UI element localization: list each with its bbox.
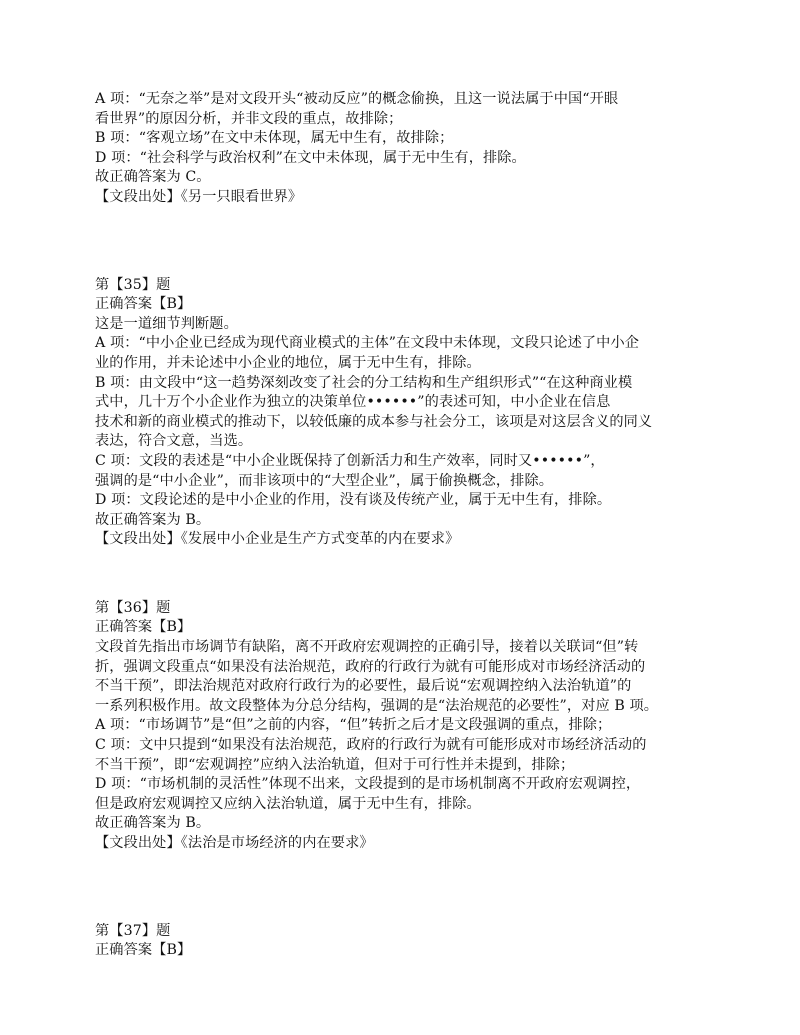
text-line: 一系列积极作用。故文段整体为分总分结构，强调的是“法治规范的必要性”，对应 B 项。 xyxy=(95,697,659,714)
correct-answer: 正确答案【B】 xyxy=(95,619,192,636)
text-line: 式中，几十万个小企业作为独立的决策单位••••••”的表述可知，中小企业在信息 xyxy=(95,394,611,411)
text-line: A 项：“无奈之举”是对文段开头“被动反应”的概念偷换，且这一说法属于中国“开眼 xyxy=(95,91,619,107)
question-title: 第【37】题 xyxy=(95,922,171,939)
text-line: D 项：“市场机制的灵活性”体现不出来，文段提到的是市场机制离不开政府宏观调控， xyxy=(95,776,641,793)
text-line: A 项：“中小企业已经成为现代商业模式的主体”在文段中未体现，文段只论述了中小企 xyxy=(95,335,640,352)
text-line: 文段首先指出市场调节有缺陷，离不开政府宏观调控的正确引导，接着以关联词“但”转 xyxy=(95,639,639,656)
question-title: 第【36】题 xyxy=(95,599,171,616)
answer-conclusion: 故正确答案为 C。 xyxy=(95,169,211,186)
question-36-section xyxy=(95,599,735,854)
question-35-section xyxy=(95,276,735,550)
spacer xyxy=(95,208,735,276)
text-line: B 项：由文段中“这一趋势深刻改变了社会的分工结构和生产组织形式”“在这种商业模 xyxy=(95,374,633,391)
question-37-section xyxy=(95,922,735,961)
correct-answer: 正确答案【B】 xyxy=(95,296,192,313)
correct-answer: 正确答案【B】 xyxy=(95,942,192,959)
text-line: A 项：“市场调节”是“但”之前的内容，“但”转折之后才是文段强调的重点，排除； xyxy=(95,717,612,734)
text-line: B 项：“客观立场”在文中未体现，属无中生有，故排除； xyxy=(95,130,454,147)
text-line: D 项：文段论述的是中小企业的作用，没有谈及传统产业，属于无中生有，排除。 xyxy=(95,492,612,509)
text-line: 看世界”的原因分析，并非文段的重点，故排除； xyxy=(95,110,403,127)
document-page xyxy=(95,90,735,961)
source-citation: 【文段出处】《另一只眼看世界》 xyxy=(95,188,303,205)
text-line: 折，强调文段重点“如果没有法治规范，政府的行政行为就有可能形成对市场经济活动的 xyxy=(95,658,646,675)
question-title: 第【35】题 xyxy=(95,276,171,293)
answer-conclusion: 故正确答案为 B。 xyxy=(95,815,211,832)
text-line: C 项：文中只提到“如果没有法治规范，政府的行政行为就有可能形成对市场经济活动的 xyxy=(95,737,647,754)
answer-conclusion: 故正确答案为 B。 xyxy=(95,511,211,528)
source-citation: 【文段出处】《法治是市场经济的内在要求》 xyxy=(95,835,374,851)
text-line: D 项：“社会科学与政治权利”在文中未体现，属于无中生有，排除。 xyxy=(95,149,526,166)
text-line: 表达，符合文意，当选。 xyxy=(95,433,253,450)
text-line: 技术和新的商业模式的推动下，以较低廉的成本参与社会分工，该项是对这层含义的同义 xyxy=(95,413,653,430)
text-line: 强调的是“中小企业”，而非该项中的“大型企业”，属于偷换概念，排除。 xyxy=(95,472,554,489)
text-line: 但是政府宏观调控又应纳入法治轨道，属于无中生有，排除。 xyxy=(95,795,481,812)
spacer xyxy=(95,550,735,599)
text-line: 不当干预”，即“宏观调控”应纳入法治轨道，但对于可行性并未提到，排除； xyxy=(95,756,575,773)
text-line: 这是一道细节判断题。 xyxy=(95,315,238,332)
spacer xyxy=(95,854,735,922)
text-line: 不当干预”，即法治规范对政府行政行为的必要性，最后说“宏观调控纳入法治轨道”的 xyxy=(95,678,632,695)
source-citation: 【文段出处】《发展中小企业是生产方式变革的内在要求》 xyxy=(95,531,460,548)
intro-section xyxy=(95,90,735,208)
text-line: 业的作用，并未论述中小企业的地位，属于无中生有，排除。 xyxy=(95,354,481,371)
text-line: C 项：文段的表述是“中小企业既保持了创新活力和生产效率，同时又••••••”， xyxy=(95,452,605,469)
